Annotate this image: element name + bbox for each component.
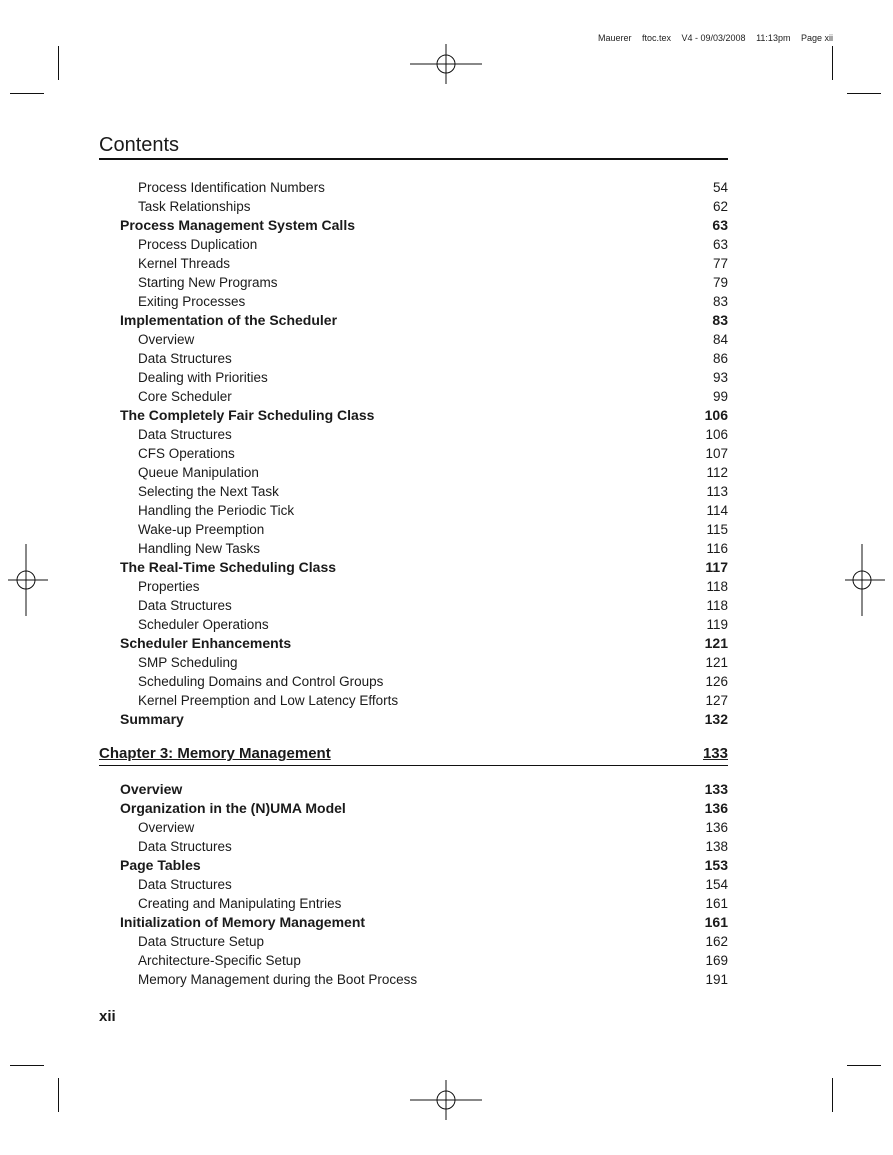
toc-entry-label: Scheduling Domains and Control Groups: [138, 674, 384, 689]
toc-entry-label: Wake-up Preemption: [138, 522, 265, 537]
toc-entry-page-number: 133: [704, 781, 728, 797]
toc-subsection-entry[interactable]: [99, 330, 728, 349]
toc-entry-page-number: 116: [706, 541, 728, 556]
crop-mark: [58, 46, 59, 80]
toc-subsection-entry[interactable]: [99, 463, 728, 482]
toc-section-entry[interactable]: [99, 780, 728, 799]
toc-entry-page-number: 121: [705, 655, 728, 670]
toc-entry-label: Data Structures: [138, 839, 232, 854]
toc-subsection-entry[interactable]: [99, 539, 728, 558]
toc-subsection-entry[interactable]: [99, 932, 728, 951]
toc-entry-page-number: 77: [712, 256, 728, 271]
toc-entry-page-number: 63: [712, 237, 728, 252]
toc-section-list: [99, 780, 728, 989]
toc-subsection-entry[interactable]: [99, 444, 728, 463]
toc-entry-label: Selecting the Next Task: [138, 484, 279, 499]
toc-entry-label: Process Management System Calls: [120, 217, 355, 233]
toc-subsection-entry[interactable]: [99, 235, 728, 254]
toc-entry-label: Kernel Threads: [138, 256, 231, 271]
toc-subsection-entry[interactable]: [99, 951, 728, 970]
toc-entry-label: Initialization of Memory Management: [120, 914, 366, 930]
toc-entry-label: Exiting Processes: [138, 294, 246, 309]
crop-mark: [10, 1065, 44, 1066]
toc-entry-label: Process Identification Numbers: [138, 180, 325, 195]
toc-section-list: [99, 178, 728, 729]
toc-entry-label: Overview: [120, 781, 183, 797]
toc-subsection-entry[interactable]: [99, 273, 728, 292]
toc-section-entry[interactable]: [99, 406, 728, 425]
toc-entry-label: Creating and Manipulating Entries: [138, 896, 342, 911]
toc-entry-label: Starting New Programs: [138, 275, 278, 290]
toc-subsection-entry[interactable]: [99, 577, 728, 596]
toc-entry-page-number: 63: [712, 217, 728, 233]
toc-entry-label: Page Tables: [120, 857, 201, 873]
running-header: [590, 33, 833, 43]
toc-entry-label: Data Structures: [138, 351, 232, 366]
toc-entry-label: Scheduler Operations: [138, 617, 269, 632]
toc-entry-label: SMP Scheduling: [138, 655, 238, 670]
toc-subsection-entry[interactable]: [99, 653, 728, 672]
toc-entry-page-number: 118: [706, 579, 728, 594]
toc-subsection-entry[interactable]: [99, 520, 728, 539]
chapter-heading[interactable]: [99, 745, 728, 766]
toc-entry-label: Summary: [120, 711, 184, 727]
toc-entry-label: Core Scheduler: [138, 389, 232, 404]
toc-entry-page-number: 114: [706, 503, 728, 518]
toc-entry-page-number: 83: [712, 312, 728, 328]
page-folio: xii: [99, 1008, 116, 1025]
toc-entry-page-number: 161: [704, 914, 728, 930]
table-of-contents: [99, 178, 728, 989]
toc-subsection-entry[interactable]: [99, 368, 728, 387]
crop-mark: [847, 1065, 881, 1066]
toc-entry-label: Handling New Tasks: [138, 541, 261, 556]
toc-entry-page-number: 112: [706, 465, 728, 480]
toc-entry-page-number: 83: [712, 294, 728, 309]
toc-entry-page-number: 154: [705, 877, 728, 892]
toc-entry-page-number: 113: [706, 484, 728, 499]
toc-entry-page-number: 169: [705, 953, 728, 968]
toc-entry-label: CFS Operations: [138, 446, 235, 461]
toc-entry-page-number: 121: [704, 635, 728, 651]
toc-entry-page-number: 132: [704, 711, 728, 727]
toc-entry-label: The Completely Fair Scheduling Class: [120, 407, 375, 423]
toc-section-entry[interactable]: [99, 710, 728, 729]
toc-entry-label: Data Structure Setup: [138, 934, 265, 949]
toc-entry-page-number: 117: [705, 559, 728, 575]
registration-mark-bottom-icon: [410, 1080, 482, 1120]
toc-entry-label: Architecture-Specific Setup: [138, 953, 301, 968]
toc-entry-page-number: 126: [705, 674, 728, 689]
toc-entry-page-number: 115: [706, 522, 728, 537]
toc-entry-label: Implementation of the Scheduler: [120, 312, 338, 328]
toc-entry-page-number: 136: [705, 820, 728, 835]
toc-entry-page-number: 99: [712, 389, 728, 404]
toc-entry-page-number: 136: [704, 800, 728, 816]
toc-entry-label: Data Structures: [138, 877, 232, 892]
toc-entry-page-number: 62: [712, 199, 728, 214]
toc-entry-label: Overview: [138, 820, 195, 835]
toc-entry-label: Memory Management during the Boot Process: [138, 972, 418, 987]
crop-mark: [847, 93, 881, 94]
toc-entry-page-number: 153: [704, 857, 728, 873]
registration-mark-right-icon: [845, 544, 885, 616]
toc-subsection-entry[interactable]: [99, 197, 728, 216]
toc-section-entry[interactable]: [99, 311, 728, 330]
toc-section-entry[interactable]: [99, 799, 728, 818]
registration-mark-left-icon: [8, 544, 48, 616]
toc-entry-label: Data Structures: [138, 598, 232, 613]
crop-mark: [832, 1078, 833, 1112]
toc-entry-page-number: 79: [712, 275, 728, 290]
toc-subsection-entry[interactable]: [99, 178, 728, 197]
toc-entry-page-number: 54: [712, 180, 728, 195]
toc-section-entry[interactable]: [99, 856, 728, 875]
title-rule: [99, 158, 728, 160]
header-version: V4 - 09/03/2008: [681, 33, 746, 43]
toc-subsection-entry[interactable]: [99, 691, 728, 710]
toc-subsection-entry[interactable]: [99, 425, 728, 444]
toc-entry-page-number: 162: [705, 934, 728, 949]
toc-subsection-entry[interactable]: [99, 501, 728, 520]
toc-entry-label: Data Structures: [138, 427, 232, 442]
toc-entry-label: Dealing with Priorities: [138, 370, 268, 385]
toc-subsection-entry[interactable]: [99, 875, 728, 894]
toc-section-entry[interactable]: [99, 913, 728, 932]
toc-entry-page-number: 118: [706, 598, 728, 613]
toc-section-entry[interactable]: [99, 216, 728, 235]
toc-entry-label: Scheduler Enhancements: [120, 635, 292, 651]
toc-subsection-entry[interactable]: [99, 837, 728, 856]
header-time: 11:13pm: [756, 33, 791, 43]
toc-entry-page-number: 86: [712, 351, 728, 366]
header-page: Page xii: [800, 33, 833, 43]
toc-entry-page-number: 191: [705, 972, 728, 987]
toc-entry-label: Overview: [138, 332, 195, 347]
page-title: Contents: [99, 134, 180, 156]
toc-subsection-entry[interactable]: [99, 292, 728, 311]
crop-mark: [10, 93, 44, 94]
toc-entry-label: Kernel Preemption and Low Latency Efforts: [138, 693, 399, 708]
chapter-page-number: 133: [702, 745, 728, 762]
toc-entry-label: Queue Manipulation: [138, 465, 259, 480]
toc-entry-page-number: 106: [704, 407, 728, 423]
toc-entry-page-number: 127: [705, 693, 728, 708]
toc-entry-page-number: 84: [712, 332, 728, 347]
toc-subsection-entry[interactable]: [99, 254, 728, 273]
toc-subsection-entry[interactable]: [99, 818, 728, 837]
toc-subsection-entry[interactable]: [99, 615, 728, 634]
crop-mark: [832, 46, 833, 80]
toc-entry-label: Organization in the (N)UMA Model: [120, 800, 346, 816]
toc-entry-page-number: 106: [705, 427, 728, 442]
toc-subsection-entry[interactable]: [99, 387, 728, 406]
toc-entry-page-number: 119: [706, 617, 728, 632]
toc-entry-page-number: 93: [712, 370, 728, 385]
toc-entry-label: Properties: [138, 579, 200, 594]
header-author: Mauerer: [597, 33, 632, 43]
chapter-title[interactable]: Chapter 3: Memory Management: [99, 745, 331, 762]
header-file: ftoc.tex: [641, 33, 671, 43]
toc-entry-label: Task Relationships: [138, 199, 251, 214]
toc-subsection-entry[interactable]: [99, 596, 728, 615]
toc-entry-label: The Real-Time Scheduling Class: [120, 559, 337, 575]
toc-entry-page-number: 138: [705, 839, 728, 854]
toc-section-entry[interactable]: [99, 558, 728, 577]
toc-subsection-entry[interactable]: [99, 349, 728, 368]
toc-subsection-entry[interactable]: [99, 482, 728, 501]
toc-subsection-entry[interactable]: [99, 672, 728, 691]
registration-mark-top-icon: [410, 44, 482, 84]
toc-entry-label: Process Duplication: [138, 237, 258, 252]
crop-mark: [58, 1078, 59, 1112]
toc-entry-page-number: 161: [705, 896, 728, 911]
toc-entry-label: Handling the Periodic Tick: [138, 503, 295, 518]
toc-subsection-entry[interactable]: [99, 894, 728, 913]
toc-entry-page-number: 107: [705, 446, 728, 461]
toc-subsection-entry[interactable]: [99, 970, 728, 989]
toc-section-entry[interactable]: [99, 634, 728, 653]
